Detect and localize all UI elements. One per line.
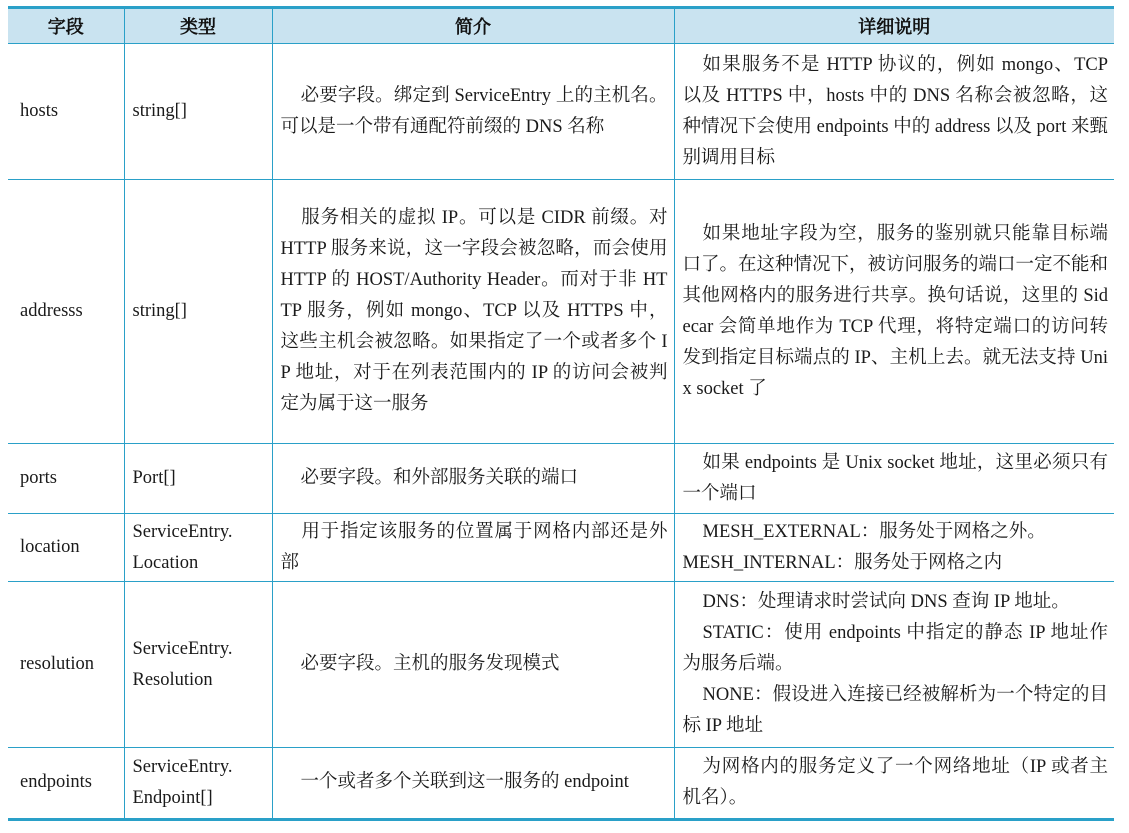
- type-cell: string[]: [124, 180, 272, 444]
- table-row: [8, 180, 1114, 444]
- type-line: Resolution: [132, 669, 213, 690]
- document-table-wrapper: [8, 6, 1114, 821]
- detail-text: MESH_INTERNAL：服务处于网格之内: [682, 552, 1003, 573]
- detail-cell: [674, 582, 1114, 748]
- intro-cell: [272, 44, 674, 180]
- detail-cell: [674, 44, 1114, 180]
- table-row: [8, 582, 1114, 748]
- type-cell: string[]: [124, 44, 272, 180]
- type-line: Location: [132, 552, 199, 573]
- detail-cell: [674, 444, 1114, 514]
- detail-text: 如果服务不是 HTTP 协议的，例如 mongo、TCP 以及 HTTPS 中，hosts 中的 DNS 名称会被忽略，这种情况下会使用 endpoints 中的 address 以及 port 来甄别调用目标: [682, 54, 1108, 168]
- intro-text: 服务相关的虚拟 IP。可以是 CIDR 前缀。对 HTTP 服务来说，这一字段会被忽略，而会使用 HTTP 的 HOST/Authority Header。而对于非 HTTP 服务，例如 mongo、TCP 以及 HTTPS 中，这些主机会被忽略。如果指定了一个或者多个 IP 地址，对于在列表范围内的 IP 的访问会被判定为属于这一服务: [280, 208, 668, 414]
- field-cell: endpoints: [8, 748, 124, 818]
- intro-text: 必要字段。和外部服务关联的端口: [300, 468, 579, 488]
- type-line: Endpoint[]: [132, 787, 213, 808]
- field-table: [8, 9, 1114, 818]
- header-type: 类型: [124, 9, 272, 44]
- table-row: [8, 748, 1114, 818]
- type-cell: [124, 748, 272, 818]
- type-line: ServiceEntry.: [132, 638, 233, 659]
- intro-text: 一个或者多个关联到这一服务的 endpoint: [300, 772, 629, 793]
- intro-cell: [272, 582, 674, 748]
- detail-text: MESH_EXTERNAL：服务处于网格之外。: [702, 521, 1046, 542]
- table-row: [8, 514, 1114, 582]
- header-row: [8, 9, 1114, 44]
- field-cell: hosts: [8, 44, 124, 180]
- table-row: [8, 444, 1114, 514]
- table-row: [8, 44, 1114, 180]
- intro-text: 必要字段。绑定到 ServiceEntry 上的主机名。可以是一个带有通配符前缀的 DNS 名称: [280, 85, 668, 137]
- intro-text: 用于指定该服务的位置属于网格内部还是外部: [280, 521, 668, 573]
- type-cell: [124, 582, 272, 748]
- type-line: ServiceEntry.: [132, 521, 233, 542]
- detail-text: DNS：处理请求时尝试向 DNS 查询 IP 地址。: [702, 592, 1070, 612]
- detail-cell: [674, 748, 1114, 818]
- detail-text: 如果 endpoints 是 Unix socket 地址，这里必须只有一个端口: [682, 452, 1108, 504]
- header-detail: 详细说明: [674, 9, 1114, 44]
- type-cell: [124, 514, 272, 582]
- header-field: 字段: [8, 9, 124, 44]
- intro-cell: [272, 748, 674, 818]
- detail-text: NONE：假设进入连接已经被解析为一个特定的目标 IP 地址: [682, 685, 1108, 736]
- type-line: ServiceEntry.: [132, 756, 233, 777]
- type-cell: Port[]: [124, 444, 272, 514]
- header-intro: 简介: [272, 9, 674, 44]
- intro-cell: [272, 180, 674, 444]
- detail-text: 为网格内的服务定义了一个网络地址（IP 或者主机名）。: [682, 756, 1108, 808]
- detail-cell: [674, 180, 1114, 444]
- intro-cell: [272, 514, 674, 582]
- intro-cell: [272, 444, 674, 514]
- intro-text: 必要字段。主机的服务发现模式: [300, 654, 560, 674]
- field-cell: location: [8, 514, 124, 582]
- field-cell: ports: [8, 444, 124, 514]
- detail-text: 如果地址字段为空，服务的鉴别就只能靠目标端口了。在这种情况下，被访问服务的端口一定不能和其他网格内的服务进行共享。换句话说，这里的 Sidecar 会简单地作为 TCP 代理，将特定端口的访问转发到指定目标端点的 IP、主机上去。就无法支持 Unix socket 了: [682, 223, 1109, 399]
- detail-cell: [674, 514, 1114, 582]
- field-cell: addresss: [8, 180, 124, 444]
- field-cell: resolution: [8, 582, 124, 748]
- detail-text: STATIC：使用 endpoints 中指定的静态 IP 地址作为服务后端。: [682, 623, 1108, 674]
